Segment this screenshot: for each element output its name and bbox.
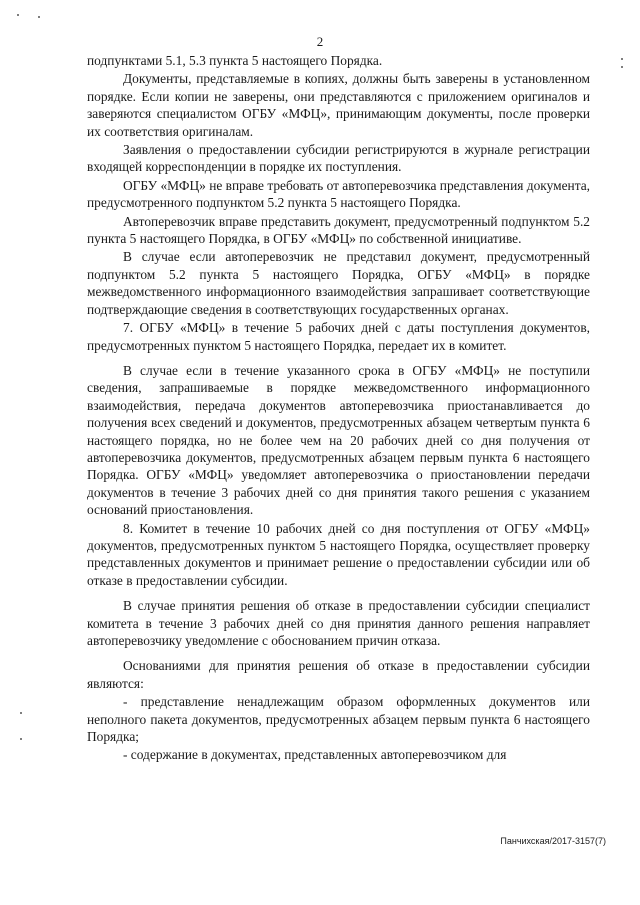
paragraph-refusal-grounds: Основаниями для принятия решения об отказе в предоставлении субсидии являются:	[87, 658, 590, 691]
paragraph-refusal-notice: В случае принятия решения об отказе в предоставлении субсидии специалист комитета в течение 3 рабочих дней со дня принятия данного решения направляет автоперевозчику уведомление с обоснованием причин отказа.	[87, 598, 590, 648]
scan-speck	[17, 14, 19, 16]
scan-speck	[20, 712, 22, 714]
paragraph-continuation: подпунктами 5.1, 5.3 пункта 5 настоящего Порядка.	[87, 53, 383, 68]
document-body	[87, 52, 590, 765]
paragraph-copies: Документы, представляемые в копиях, должны быть заверены в установленном порядке. Если копии не заверены, они представляются с приложением оригиналов и заверяются специалистом ОГБУ «МФЦ», принимающим документы, после проверки их соответствия оригиналам.	[87, 71, 590, 139]
paragraph-interagency-request: В случае если автоперевозчик не представил документ, предусмотренный подпунктом 5.2 пункта 5 настоящего Порядка, ОГБУ «МФЦ» в порядке межведомственного информационного взаимодействия запрашивает соответствующие подтверждающие сведения в соответствующих государственных органах.	[87, 249, 590, 317]
paragraph-suspension: В случае если в течение указанного срока в ОГБУ «МФЦ» не поступили сведения, запрашиваемые в порядке межведомственного информационного взаимодействия, передача документов автоперевозчика приостанавливается до получения всех сведений и документов, предусмотренных абзацем четвертым пункта 6 настоящего порядка, но не более чем на 20 рабочих дней со дня получения от автоперевозчика документов, предусмотренных абзацем первым пункта 6 настоящего Порядка. ОГБУ «МФЦ» уведомляет автоперевозчика о приостановлении передачи документов в течение 3 рабочих дней со дня принятия такого решения с указанием оснований приостановления.	[87, 362, 590, 518]
list-item-document-content: - содержание в документах, представленных автоперевозчиком для	[123, 747, 507, 763]
scan-speck	[621, 66, 623, 68]
paragraph-item-8: 8. Комитет в течение 10 рабочих дней со дня поступления от ОГБУ «МФЦ» документов, предусмотренных пунктом 5 настоящего Порядка, осуществляет проверку представленных документов и принимает решение о предоставлении субсидии или об отказе в предоставлении субсидии.	[87, 520, 590, 588]
paragraph-mfc-restriction: ОГБУ «МФЦ» не вправе требовать от автоперевозчика представления документа, предусмотренного подпунктом 5.2 пункта 5 настоящего Порядка.	[87, 177, 590, 211]
page-number: 2	[316, 34, 324, 49]
paragraph-own-initiative: Автоперевозчик вправе представить документ, предусмотренный подпунктом 5.2 пункта 5 настоящего Порядка, в ОГБУ «МФЦ» по собственной инициативе.	[87, 213, 590, 247]
scan-speck	[20, 738, 22, 740]
scan-speck	[38, 16, 40, 18]
scan-speck	[621, 58, 623, 60]
list-item-incomplete-documents: - представление ненадлежащим образом оформленных документов или неполного пакета документов, предусмотренных абзацем первым пункта 6 настоящего Порядка;	[87, 694, 590, 745]
document-footer-code: Панчихская/2017-3157(7)	[500, 836, 606, 846]
paragraph-registration: Заявления о предоставлении субсидии регистрируются в журнале регистрации входящей корреспонденции в порядке их поступления.	[87, 142, 590, 175]
paragraph-item-7: 7. ОГБУ «МФЦ» в течение 5 рабочих дней с даты поступления документов, предусмотренных пунктом 5 настоящего Порядка, передает их в комитет.	[87, 320, 590, 353]
